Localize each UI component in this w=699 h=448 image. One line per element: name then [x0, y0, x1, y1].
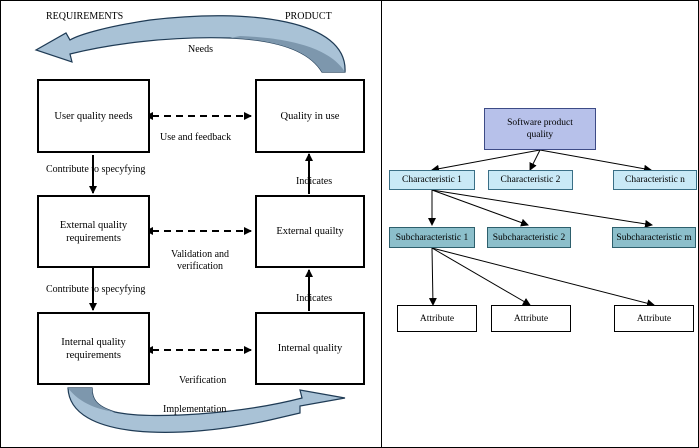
- implementation-label: Implementation: [163, 404, 227, 415]
- indicates-label-1: Indicates: [296, 176, 333, 187]
- internal-quality-requirements-box: Internal quality requirements: [37, 312, 150, 385]
- contribute-label-1: Contribute to specyfying: [46, 164, 146, 175]
- characteristic-n-node: Characteristic n: [613, 170, 697, 190]
- subcharacteristic-2-node: Subcharacteristic 2: [487, 227, 571, 248]
- quality-in-use-box: Quality in use: [255, 79, 365, 153]
- attribute-node-3: Attribute: [614, 305, 694, 332]
- contribute-label-2: Contribute to specyfying: [46, 284, 146, 295]
- external-quality-box: External quailty: [255, 195, 365, 268]
- subcharacteristic-1-node: Subcharacteristic 1: [389, 227, 475, 248]
- use-and-feedback-label: Use and feedback: [160, 132, 232, 143]
- validation-and-verification-label: Validation and verification: [170, 249, 230, 272]
- characteristic-1-node: Characteristic 1: [389, 170, 475, 190]
- needs-label: Needs: [188, 44, 213, 55]
- subcharacteristic-m-node: Subcharacteristic m: [612, 227, 696, 248]
- requirements-header: REQUIREMENTS: [46, 11, 124, 22]
- characteristic-2-node: Characteristic 2: [488, 170, 573, 190]
- attribute-node-1: Attribute: [397, 305, 477, 332]
- indicates-label-2: Indicates: [296, 293, 333, 304]
- external-quality-requirements-box: External quality requirements: [37, 195, 150, 268]
- verification-label: Verification: [179, 375, 227, 386]
- software-product-quality-node: Software product quality: [484, 108, 596, 150]
- user-quality-needs-box: User quality needs: [37, 79, 150, 153]
- attribute-node-2: Attribute: [491, 305, 571, 332]
- product-header: PRODUCT: [285, 11, 332, 22]
- internal-quality-box: Internal quality: [255, 312, 365, 385]
